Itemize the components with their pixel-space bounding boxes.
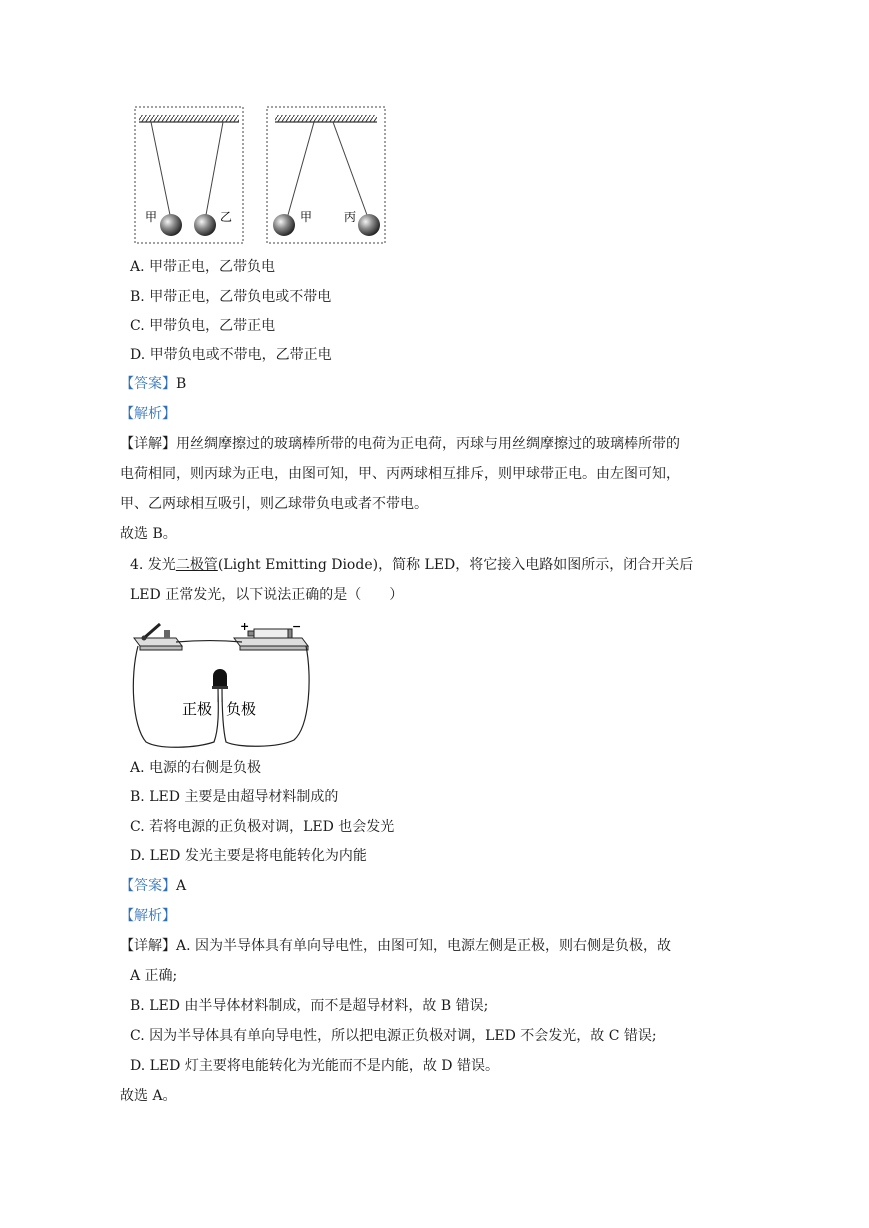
q4-detail-line-1: 【详解】A. 因为半导体具有单向导电性，由图可知，电源左侧是正极，则右侧是负极，故 [120,938,672,954]
right-pendulum-box [267,107,385,243]
label-jia-left: 甲 [145,210,158,224]
q4-stem-line-1 [130,555,693,575]
ball-jia-right [273,214,295,236]
q4-detail-line-3: B. LED 由半导体材料制成，而不是超导材料，故 B 错误; [130,998,489,1014]
q4-detail-line-2: A 正确; [130,968,178,984]
q4-stem-prefix: 4. 发光 [130,557,176,573]
label-yi: 乙 [220,210,233,224]
q3-option-b: B. 甲带正电，乙带负电或不带电 [130,289,332,305]
q4-stem-line-2: LED 正常发光，以下说法正确的是（ ） [130,587,404,603]
led-circuit-figure [130,616,310,748]
switch-icon [134,624,182,650]
left-pendulum-box [135,107,243,243]
q4-option-b: B. LED 主要是由超导材料制成的 [130,789,339,805]
q4-detail-line-4: C. 因为半导体具有单向导电性，所以把电源正负极对调，LED 不会发光，故 C 错误; [130,1028,657,1044]
q3-option-a: A. 甲带正电，乙带负电 [130,259,276,275]
q4-stem-underlined: 二极管 [175,557,218,573]
negative-pole-label: 负极 [226,700,257,718]
ball-bing [358,214,380,236]
answer-tag: 【答案】 [120,376,176,392]
led-icon [212,669,228,702]
answer-value: B [176,376,187,392]
ball-jia-left [160,214,182,236]
q4-detail-line-5: D. LED 灯主要将电能转化为光能而不是内能，故 D 错误。 [130,1058,499,1074]
q4-conclusion: 故选 A。 [120,1088,177,1104]
q4-answer [120,876,186,896]
q3-detail-line-2: 电荷相同，则丙球为正电，由图可知，甲、丙两球相互排斥，则甲球带正电。由左图可知， [120,466,680,482]
minus-sign: − [292,620,302,633]
q4-option-d: D. LED 发光主要是将电能转化为内能 [130,848,367,864]
answer-tag: 【答案】 [120,878,176,894]
q4-option-a: A. 电源的右侧是负极 [130,760,262,776]
q4-stem-rest: (Light Emitting Diode)，简称 LED，将它接入电路如图所示，闭合开关后 [217,557,694,573]
answer-value: A [176,878,187,894]
positive-pole-label: 正极 [182,700,213,718]
battery-icon [234,620,308,650]
q3-detail-line-1: 【详解】用丝绸摩擦过的玻璃棒所带的电荷为正电荷，丙球与用丝绸摩擦过的玻璃棒所带的 [120,436,680,452]
q3-option-c: C. 甲带负电，乙带正电 [130,318,276,334]
q3-option-d: D. 甲带负电或不带电，乙带正电 [130,347,332,363]
q4-analysis-tag: 【解析】 [120,908,176,924]
q4-option-c: C. 若将电源的正负极对调，LED 也会发光 [130,819,395,835]
q3-conclusion: 故选 B。 [120,526,177,542]
plus-sign: + [240,620,250,633]
ball-yi [194,214,216,236]
pendulum-figure [133,105,389,247]
label-jia-right: 甲 [300,210,313,224]
label-bing: 丙 [344,210,357,224]
q3-analysis-tag: 【解析】 [120,406,176,422]
q3-detail-line-3: 甲、乙两球相互吸引，则乙球带负电或者不带电。 [120,496,428,512]
q3-answer [120,374,186,394]
